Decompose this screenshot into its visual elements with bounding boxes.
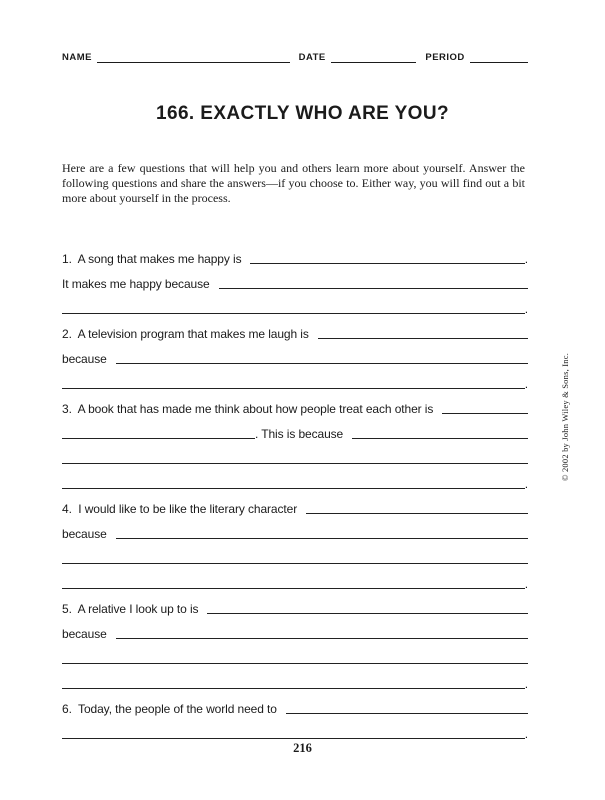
answer-blank[interactable]: [116, 628, 528, 639]
question-row: [62, 443, 528, 467]
answer-blank[interactable]: [219, 278, 528, 289]
question-row: [62, 318, 528, 342]
date-label: DATE: [298, 52, 326, 63]
question-text: 6. Today, the people of the world need to: [62, 702, 277, 716]
question-row: [62, 393, 528, 417]
question-row: [62, 568, 528, 592]
question-text: because: [62, 627, 107, 641]
questions: [62, 243, 528, 743]
question-text: .: [524, 727, 528, 741]
answer-blank[interactable]: [62, 453, 528, 464]
question-row: [62, 468, 528, 492]
answer-blank[interactable]: [62, 553, 528, 564]
worksheet-title: 166. EXACTLY WHO ARE YOU?: [156, 103, 449, 124]
question-row: [62, 293, 528, 317]
question-row: [62, 243, 528, 267]
date-field-blank[interactable]: [331, 54, 417, 63]
question-text: .: [524, 677, 528, 691]
answer-blank[interactable]: [62, 578, 525, 589]
question-text: 2. A television program that makes me laugh is: [62, 327, 309, 341]
question-text: 1. A song that makes me happy is: [62, 252, 242, 266]
period-label: PERIOD: [425, 52, 465, 63]
question-text: 4. I would like to be like the literary character: [62, 502, 298, 516]
copyright-sidebar-text: © 2002 by John Wiley & Sons, Inc.: [560, 352, 570, 481]
question-text: It makes me happy because: [62, 277, 210, 291]
answer-blank[interactable]: [116, 528, 528, 539]
name-label: NAME: [62, 52, 92, 63]
question-row: [62, 643, 528, 667]
question-row: [62, 668, 528, 692]
question-row: [62, 693, 528, 717]
answer-blank[interactable]: [62, 428, 255, 439]
question-text: .: [524, 252, 528, 266]
answer-blank[interactable]: [116, 353, 528, 364]
intro-paragraph: Here are a few questions that will help you and others learn more about yourself. Answer the following questions and share the answers—if you choose to. Either way, you will find out a bit more about yourself in the process.: [62, 161, 525, 205]
header-row: [62, 52, 528, 63]
answer-blank[interactable]: [62, 653, 528, 664]
question-text: .: [524, 302, 528, 316]
period-field-blank[interactable]: [470, 54, 528, 63]
name-field-blank[interactable]: [97, 54, 290, 63]
question-row: [62, 618, 528, 642]
question-text: .: [524, 577, 528, 591]
page-number: 216: [293, 741, 312, 755]
question-text: because: [62, 527, 107, 541]
question-row: [62, 418, 528, 442]
question-text: . This is because: [255, 427, 344, 441]
question-text: .: [524, 477, 528, 491]
question-row: [62, 718, 528, 742]
question-row: [62, 268, 528, 292]
answer-blank[interactable]: [62, 303, 525, 314]
answer-blank[interactable]: [207, 603, 528, 614]
question-text: 5. A relative I look up to is: [62, 602, 199, 616]
answer-blank[interactable]: [62, 478, 525, 489]
question-row: [62, 343, 528, 367]
question-row: [62, 543, 528, 567]
answer-blank[interactable]: [306, 503, 528, 514]
answer-blank[interactable]: [250, 253, 524, 264]
answer-blank[interactable]: [318, 328, 528, 339]
question-text: 3. A book that has made me think about how people treat each other is: [62, 402, 434, 416]
answer-blank[interactable]: [442, 403, 528, 414]
answer-blank[interactable]: [62, 378, 525, 389]
question-text: .: [524, 377, 528, 391]
question-row: [62, 518, 528, 542]
question-row: [62, 593, 528, 617]
question-row: [62, 368, 528, 392]
answer-blank[interactable]: [352, 428, 528, 439]
answer-blank[interactable]: [286, 703, 528, 714]
question-text: because: [62, 352, 107, 366]
answer-blank[interactable]: [62, 678, 525, 689]
question-row: [62, 493, 528, 517]
answer-blank[interactable]: [62, 728, 525, 739]
